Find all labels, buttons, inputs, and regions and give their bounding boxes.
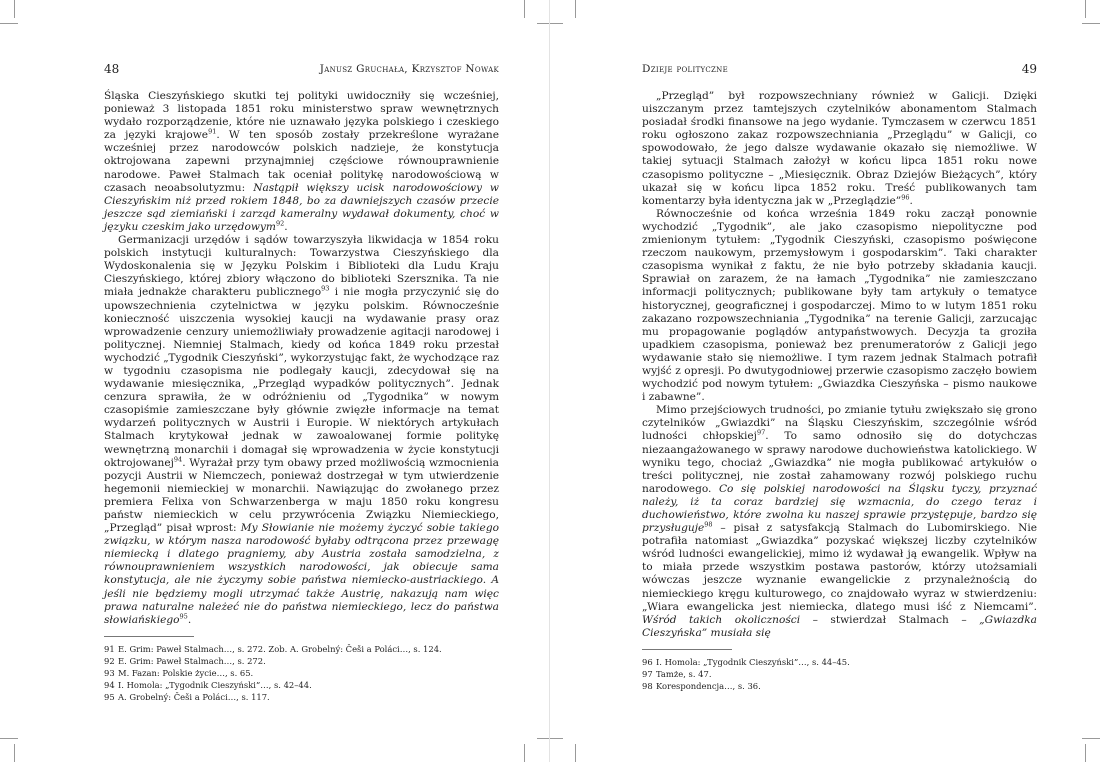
crop-mark	[524, 0, 525, 18]
body-text	[642, 90, 1037, 640]
footnote-ref[interactable]: 95	[179, 612, 188, 621]
paragraph: Mimo przejściowych trudności, po zmianie tytułu zwiększało się grono czytelników „Gwiazdki” na Śląsku Cieszyńskim, szczególnie wśród ludności chłopskiej$^{97}$. To samo odnosiło się do dotychczas niezaangażowanego w sprawy narodowe duchowieństwa katolickiego. W wyniku tego, chociaż „Gwiazdka” nie mogła publikować artykułów o treści politycznej, nie został zahamowany rozwój polskiego ruchu narodowego. Co się polskiej narodowości na Śląsku tyczy, przyznać należy, iż ta coraz bardziej się wzmacnia, do czego teraz i duchowieństwo, które zwolna ku naszej sprawie przystępuje, bardzo się przysługuje$^{98}$ – pisał z satysfakcją Stalmach do Lubomirskiego. Nie potrafiła natomiast „Gwiazdka” pozyskać większej liczby czytelników wśród ludności ewangelickiej, mimo iż wydawał ją ewangelik. Wpływ na to miała przede wszystkim postawa pastorów, którzy utożsamiali wówczas jeszcze wyznanie ewangelickie z przynależnością do niemieckiego kręgu kulturowego, co znajdowało wyraz w stwierdzeniu: „Wiara ewangelicka jest niemiecka, dlatego musi iść z Niemcami”. Wśród takich okoliczności – stwierdzał Stalmach – „Gwiazdka Cieszyńska” musiała się	[642, 404, 1038, 639]
crop-mark	[1082, 23, 1100, 24]
footnote-ref[interactable]: 94	[173, 455, 183, 464]
page-spine	[549, 0, 550, 762]
quotation: „Gwiazdka Cieszyńska” musiała się	[642, 613, 1037, 639]
left-page	[104, 62, 499, 703]
crop-mark	[14, 744, 15, 762]
quotation: Wśród takich okoliczności	[642, 613, 801, 626]
crop-mark	[575, 744, 576, 762]
crop-mark	[0, 738, 18, 739]
quotation: Nastąpił większy ucisk narodowościowy w Cieszyńskim niż przed rokiem 1848, bo za dawniejszych czasów przecie jeszcze sąd ziemiański i zarząd kameralny wydawał dokumenty, choć w języku czeskim jako urzędowym	[104, 181, 499, 233]
footnote-number: 92	[104, 655, 115, 666]
footnote-text: M. Fazan: Polskie życie…, s. 65.	[118, 668, 254, 679]
footnote	[642, 656, 1037, 668]
footnote-ref[interactable]: 96	[901, 193, 910, 202]
paragraph: Germanizacji urzędów i sądów towarzyszyła likwidacja w 1854 roku polskich instytucji kulturalnych: Towarzystwa Cieszyńskiego dla Wydoskonalenia się w Języku Polskim i Biblioteki dla Ludu Kraju Cieszyńskiego, której zbiory włączono do biblioteki Szersznika. Ta nie miała jednakże charakteru publicznego$^{93}$ i nie mogła przyczynić się do upowszechnienia czytelnictwa w języku polskim. Równocześnie konieczność uiszczenia wysokiej kaucji na wydawanie prasy oraz wprowadzenie cenzury uniemożliwiały prowadzenie agitacji narodowej i politycznej. Niemniej Stalmach, kiedy od końca 1849 roku przestał wychodzić „Tygodnik Cieszyński”, wykorzystując fakt, że wychodzące raz w tygodniu czasopisma nie podlegały kaucji, zdecydował się na wydawanie miesięcznika, „Przegląd wypadków politycznych”. Jednak cenzura sprawiła, że w odróżnieniu od „Tygodnika” w nowym czasopiśmie zamieszczane były głównie zwięzłe informacje na temat wydarzeń politycznych w Austrii i Europie. W niektórych artykułach Stalmach krytykował jednak w zawoalowanej formie politykę wewnętrzną monarchii i domagał się wprowadzenia w życie konstytucji oktrojowanej$^{94}$. Wyrażał przy tym obawy przed możliwością wzmocnienia pozycji Austrii w Niemczech, ponieważ dostrzegał w tym utwierdzenie hegemonii niemieckiej w monarchii. Nawiązując do zwołanego przez premiera Felixa von Schwarzenberga w maju 1850 roku kongresu państw niemieckich w celu przywrócenia Związku Niemieckiego, „Przegląd” pisał wprost: My Słowianie nie możemy życzyć sobie takiego związku, w którym nasza narodowość byłaby odtrącona przez przewagę niemiecką i dlatego pragniemy, aby Austria została samodzielna, z równouprawnieniem wszystkich narodowości, jak obiecuje sama konstytucja, ale nie życzymy sobie państwa niemiecko-austriackiego. A jeśli nie będziemy mogli utrzymać także Austrię, nakazują nam więc prawa naturalne należeć nie do państwa niemieckiego, lecz do państwa słowiańskiego$^{95}$.	[104, 234, 499, 626]
footnote-text: I. Homola: „Tygodnik Cieszyński”…, s. 42–44.	[118, 680, 312, 691]
footnote-text: A. Grobelný: Češi a Poláci…, s. 117.	[118, 692, 270, 703]
footnote-number: 96	[642, 656, 653, 667]
footnote-text: Tamże, s. 47.	[656, 669, 712, 680]
crop-mark	[1082, 738, 1100, 739]
footnote-ref[interactable]: 98	[704, 520, 713, 529]
footnote-number: 93	[104, 668, 115, 679]
footnote-text: E. Grim: Paweł Stalmach…, s. 272.	[118, 655, 266, 666]
footnote-text: E. Grim: Paweł Stalmach…, s. 272. Zob. A. Grobelný: Češi a Poláci…, s. 124.	[118, 643, 442, 654]
crop-mark	[14, 0, 15, 18]
paragraph: Równocześnie od końca września 1849 roku zaczął ponownie wychodzić „Tygodnik”, ale jako czasopismo niepolityczne pod zmienionym tytułem: „Tygodnik Cieszyński, czasopismo poświęcone rzeczom naukowym, przemysłowym i gospodarskim”. Taki charakter czasopisma wynikał z faktu, że nie było potrzeby składania kaucji. Sprawiał on zarazem, że na łamach „Tygodnika” nie zamieszczano informacji politycznych; publikowane były tam artykuły o tematyce historycznej, geograficznej i gospodarczej. Mimo to w lutym 1851 roku zakazano rozpowszechniania „Tygodnika” na terenie Galicji, zarzucając mu propagowanie poglądów antypaństwowych. Decyzja ta groziła upadkiem czasopisma, ponieważ bez prenumeratorów z Galicji jego wydawanie stało się niemożliwe. I tym razem jednak Stalmach potrafił wyjść z opresji. Po dwutygodniowej przerwie czasopismo zaczęło bowiem wychodzić pod nowym tytułem: „Gwiazdka Cieszyńska – pismo naukowe i zabawne”.	[642, 207, 1037, 404]
footnote	[642, 680, 1037, 692]
running-head	[104, 62, 499, 80]
paragraph: Śląska Cieszyńskiego skutki tej polityki uwidoczniły się wcześniej, ponieważ 3 listopada 1851 roku ministerstwo spraw wewnętrznych wydało rozporządzenie, które nie uznawało języka polskiego i czeskiego za języki krajowe$^{91}$. W ten sposób zostały przekreślone wyrażane wcześniej przez narodowców polskich nadzieje, że konstytucja oktrojowana zapewni przynajmniej częściowe równouprawnienie narodowe. Paweł Stalmach tak oceniał politykę narodowościową w czasach neoabsolutyzmu: Nastąpił większy ucisk narodowościowy w Cieszyńskim niż przed rokiem 1848, bo za dawniejszych czasów przecie jeszcze sąd ziemiański i zarząd kameralny wydawał dokumenty, choć w języku czeskim jako urzędowym$^{92}$.	[104, 90, 499, 233]
footnote-ref[interactable]: 93	[321, 284, 330, 293]
footnote	[642, 668, 1037, 680]
footnote-rule	[104, 636, 194, 637]
footnote-text: Korespondencja…, s. 36.	[656, 681, 761, 692]
crop-mark	[537, 23, 563, 24]
footnote	[104, 643, 499, 655]
body-text	[104, 90, 499, 627]
quotation: Co się polskiej narodowości na Śląsku tyczy, przyznać należy, iż ta coraz bardziej się wzmacnia, do czego teraz i duchowieństwo, które zwolna ku naszej sprawie przystępuje, bardzo się przysługuje	[642, 482, 1038, 535]
footnote-text: I. Homola: „Tygodnik Cieszyński”…, s. 44–45.	[656, 656, 850, 667]
page-number: 49	[1021, 62, 1037, 76]
crop-mark	[1085, 0, 1086, 18]
crop-mark	[537, 738, 563, 739]
footnote-ref[interactable]: 91	[208, 127, 217, 136]
footnote-number: 95	[104, 692, 115, 703]
page-number: 48	[104, 62, 120, 76]
crop-mark	[575, 0, 576, 18]
footnote-number: 91	[104, 643, 115, 654]
crop-mark	[0, 23, 18, 24]
running-head	[642, 62, 1037, 80]
running-head-title: Janusz Gruchała, Krzysztof Nowak	[319, 63, 499, 75]
footnote-rule	[642, 649, 732, 650]
footnote-number: 94	[104, 680, 115, 691]
footnote	[104, 679, 499, 691]
footnote-ref[interactable]: 92	[275, 219, 285, 228]
running-head-title: Dzieje polityczne	[642, 63, 728, 75]
footnote	[104, 667, 499, 679]
right-page	[642, 62, 1037, 692]
footnotes	[104, 643, 499, 703]
paragraph: „Przegląd” był rozpowszechniany również w Galicji. Dzięki uiszczanym przez tamtejszych czytelników abonamentom Stalmach posiadał środki finansowe na jego wydanie. Tymczasem w czerwcu 1851 roku ogłoszono zakaz rozpowszechniania „Przeglądu” w Galicji, co spowodowało, że jego dalsze wydawanie okazało się niemożliwe. W takiej sytuacji Stalmach założył w końcu lipca 1851 roku nowe czasopismo polityczne – „Miesięcznik. Obraz Dziejów Bieżących”, który ukazał się w końcu lipca 1852 roku. Treść publikowanych tam komentarzy była identyczna jak w „Przeglądzie”$^{96}$.	[642, 90, 1037, 207]
footnote-number: 98	[642, 681, 653, 692]
footnote	[104, 655, 499, 667]
crop-mark	[524, 744, 525, 762]
quotation: My Słowianie nie możemy życzyć sobie takiego związku, w którym nasza narodowość byłaby odtrącona przez przewagę niemiecką i dlatego pragniemy, aby Austria została samodzielna, z równouprawnieniem wszystkich narodowości, jak obiecuje sama konstytucja, ale nie życzymy sobie państwa niemiecko-austriackiego. A jeśli nie będziemy mogli utrzymać także Austrię, nakazują nam więc prawa naturalne należeć nie do państwa niemieckiego, lecz do państwa słowiańskiego	[104, 522, 499, 626]
footnote	[104, 691, 499, 703]
footnote-number: 97	[642, 669, 653, 680]
crop-mark	[1085, 744, 1086, 762]
footnotes	[642, 656, 1037, 692]
footnote-ref[interactable]: 97	[756, 428, 766, 437]
